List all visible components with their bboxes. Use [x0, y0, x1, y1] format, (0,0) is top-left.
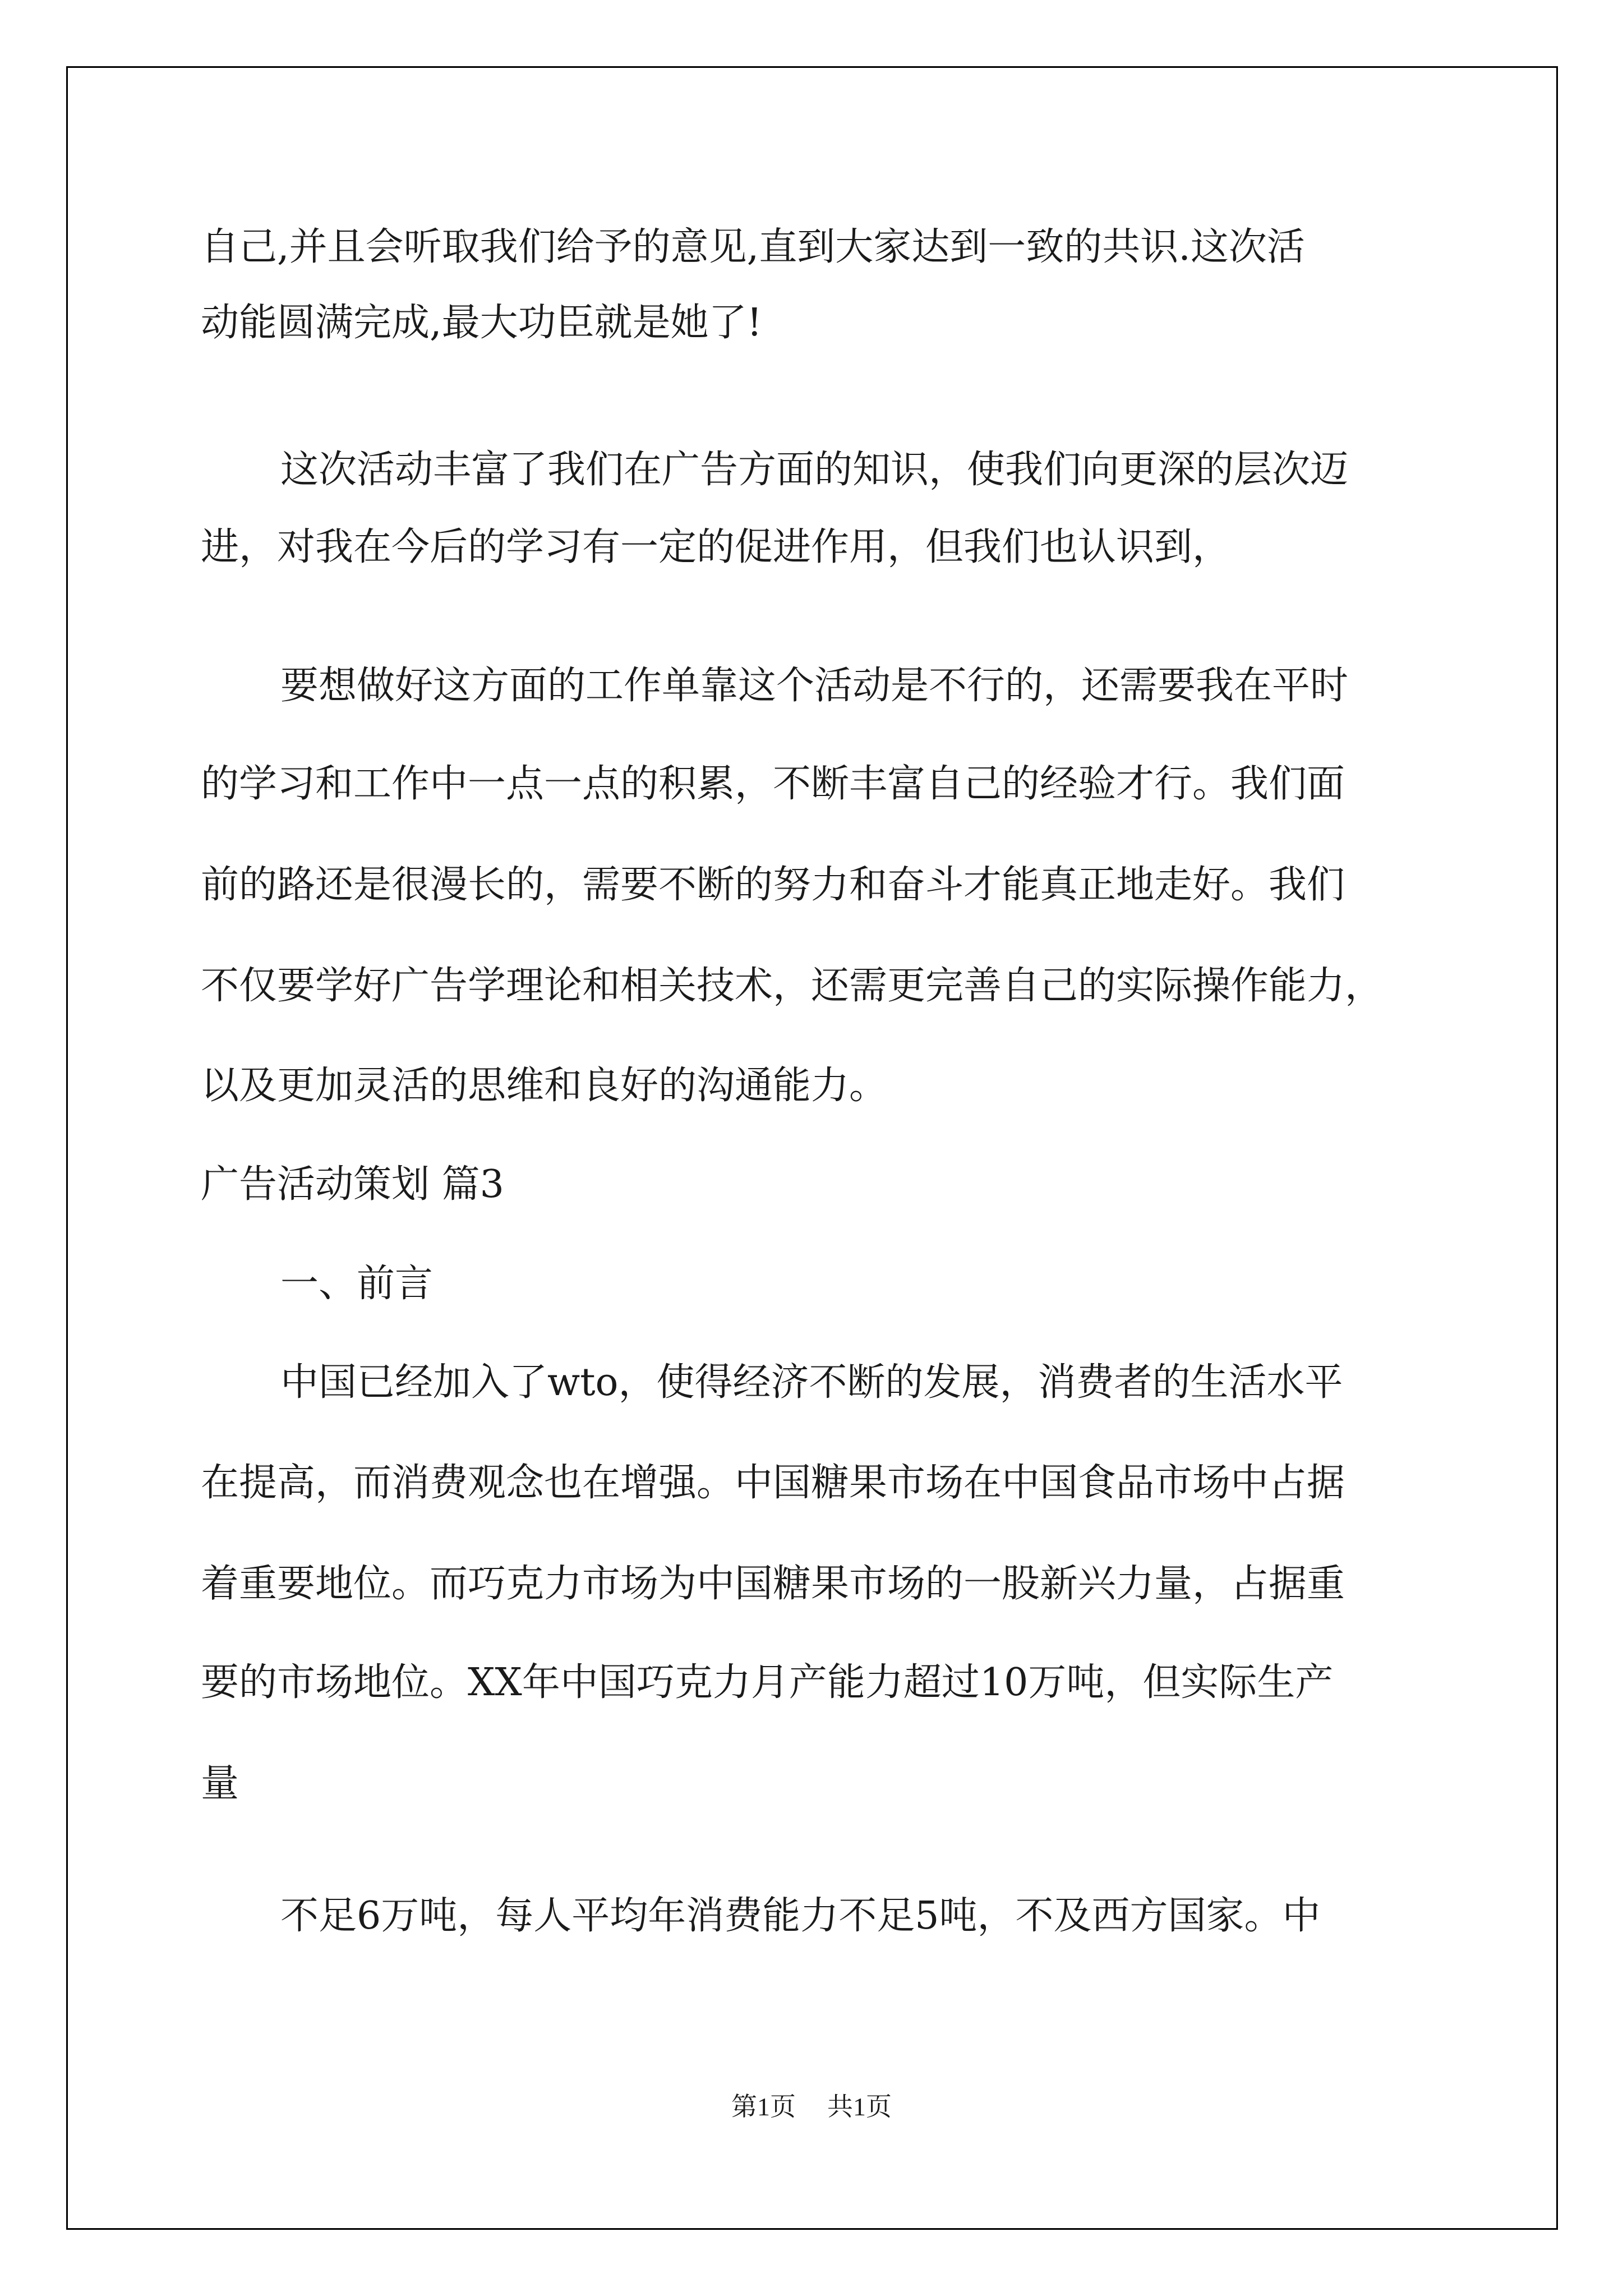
- page-footer: [0, 2094, 1623, 2120]
- text-line: 在提高，而消费观念也在增强。中国糖果市场在中国食品市场中占据: [201, 1461, 1345, 1505]
- text-line: 进，对我在今后的学习有一定的促进作用，但我们也认识到，: [201, 525, 1231, 569]
- text-line: 这次活动丰富了我们在广告方面的知识，使我们向更深的层次迈: [280, 448, 1349, 492]
- text-line: 中国已经加入了wto，使得经济不断的发展，消费者的生活水平: [280, 1360, 1343, 1405]
- text-line: 量: [201, 1761, 239, 1806]
- page-number: 第1页: [731, 2092, 796, 2121]
- text-line: 不仅要学好广告学理论和相关技术，还需更完善自己的实际操作能力，: [201, 964, 1384, 1008]
- text-line: 要的市场地位。XX年中国巧克力月产能力超过10万吨，但实际生产: [201, 1660, 1334, 1705]
- text-line: 要想做好这方面的工作单靠这个活动是不行的，还需要我在平时: [280, 664, 1349, 708]
- section-heading: 广告活动策划 篇3: [201, 1162, 504, 1207]
- page-total: 共1页: [827, 2092, 892, 2121]
- text-line: 前的路还是很漫长的，需要不断的努力和奋斗才能真正地走好。我们: [201, 863, 1345, 907]
- text-line: 不足6万吨，每人平均年消费能力不足5吨，不及西方国家。中: [280, 1894, 1321, 1938]
- text-line: 着重要地位。而巧克力市场为中国糖果市场的一股新兴力量，占据重: [201, 1562, 1345, 1606]
- subsection-heading: 一、前言: [280, 1262, 434, 1306]
- text-line: 的学习和工作中一点一点的积累，不断丰富自己的经验才行。我们面: [201, 762, 1345, 806]
- text-line: 自己,并且会听取我们给予的意见,直到大家达到一致的共识.这次活: [201, 225, 1305, 269]
- text-line: 以及更加灵活的思维和良好的沟通能力。: [201, 1064, 888, 1108]
- text-line: 动能圆满完成,最大功臣就是她了!: [201, 301, 762, 345]
